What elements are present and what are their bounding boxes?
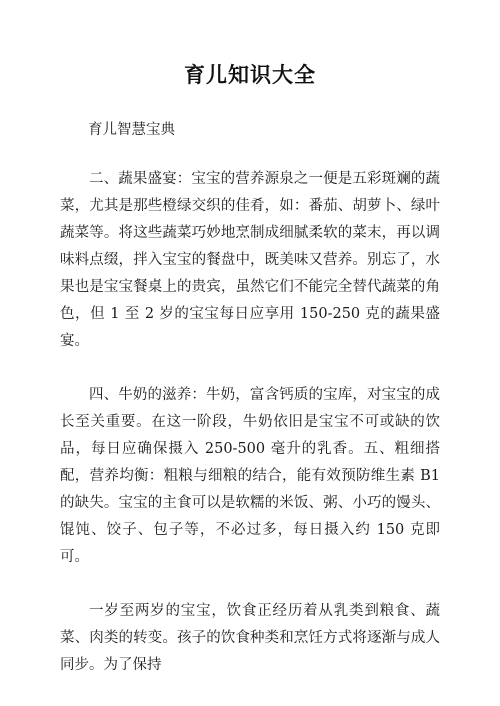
paragraph-vegetables-fruits: 二、蔬果盛宴：宝宝的营养源泉之一便是五彩斑斓的蔬菜，尤其是那些橙绿交织的佳肴，如：番茄、胡萝卜、绿叶蔬菜等。将这些蔬菜巧妙地烹制成细腻柔软的菜末，再以调味料点缀，拌入宝宝的餐盘中，既美味又营养。别忘了，水果也是宝宝餐桌上的贵宾，虽然它们不能完全替代蔬菜的角色，但 1 至 2 岁的宝宝每日应享用 150-250 克的蔬果盛宴。 bbox=[60, 171, 440, 349]
document-subtitle: 育儿智慧宝典 bbox=[88, 122, 175, 138]
document-body bbox=[60, 166, 440, 706]
paragraph-diet-transition: 一岁至两岁的宝宝，饮食正经历着从乳类到粮食、蔬菜、肉类的转变。孩子的饮食种类和烹饪方式将逐渐与成人同步。为了保持 bbox=[60, 603, 440, 673]
document-title: 育儿知识大全 bbox=[184, 63, 316, 87]
paragraph-milk-grains: 四、牛奶的滋养：牛奶，富含钙质的宝库，对宝宝的成长至关重要。在这一阶段，牛奶依旧是宝宝不可或缺的饮品，每日应确保摄入 250-500 毫升的乳香。五、粗细搭配，营养均衡：粗粮与细粮的结合，能有效预防维生素 B1 的缺失。宝宝的主食可以是软糯的米饭、粥、小巧的馒头、馄饨、饺子、包子等，不必过多，每日摄入约 150 克即可。 bbox=[60, 387, 440, 565]
